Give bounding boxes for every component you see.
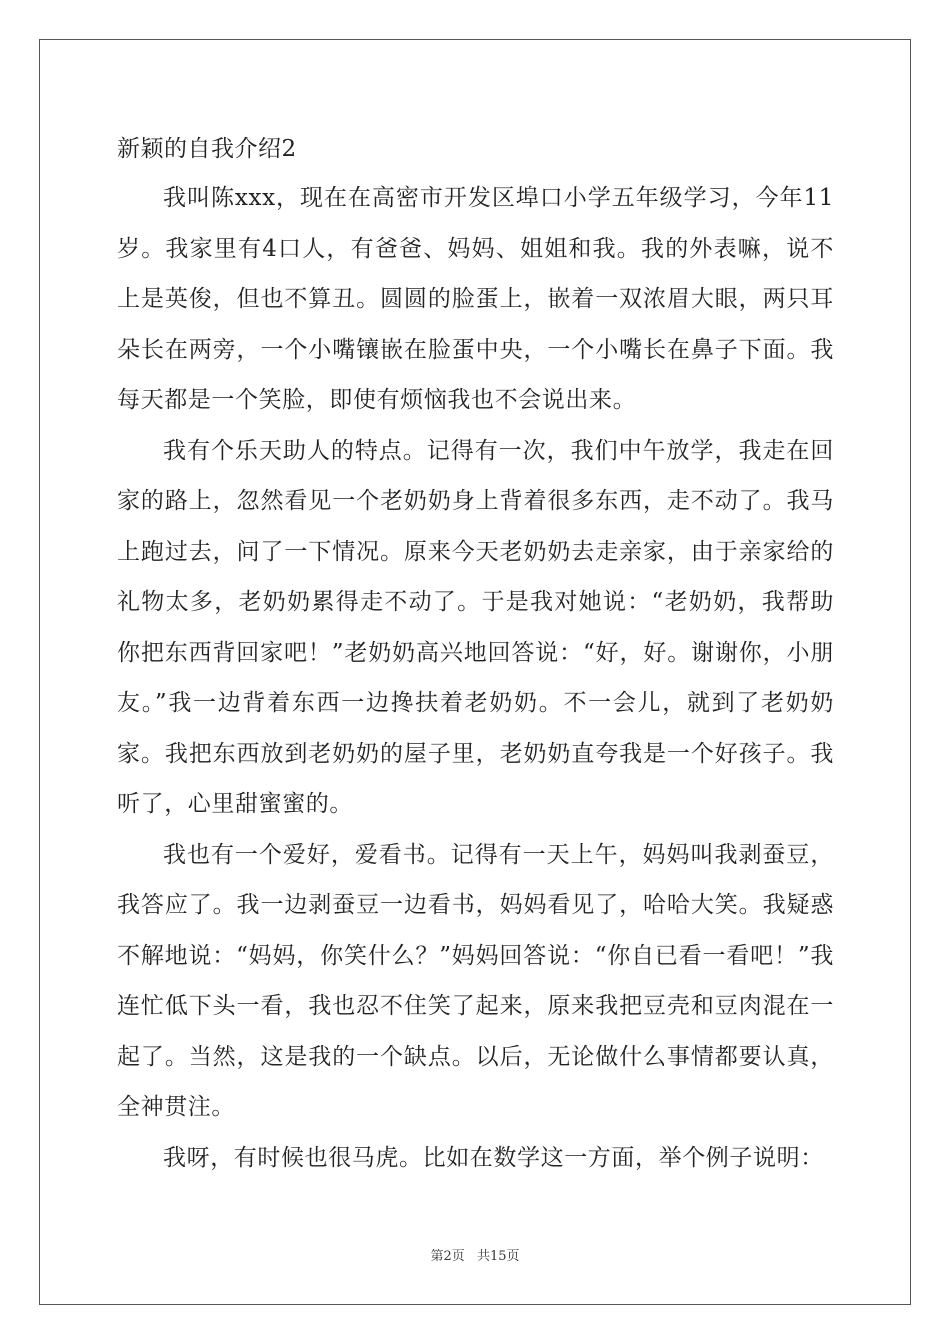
document-body bbox=[117, 127, 834, 1183]
page-number: 第2页 bbox=[430, 1249, 465, 1264]
page-footer bbox=[0, 1245, 950, 1264]
paragraph-careless: 我呀，有时候也很马虎。比如在数学这一方面，举个例子说明： bbox=[163, 1144, 824, 1171]
document-title: 新颖的自我介绍2 bbox=[117, 136, 297, 162]
paragraph-intro: 我叫陈xxx，现在在高密市开发区埠口小学五年级学习，今年11岁。我家里有4口人，有爸爸、妈妈、姐姐和我。我的外表嘛，说不上是英俊，但也不算丑。圆圆的脸蛋上，嵌着一双浓眉大眼，两只耳朵长在两旁，一个小嘴镶嵌在脸蛋中央，一个小嘴长在鼻子下面。我每天都是一个笑脸，即使有烦恼我也不会说出来。 bbox=[117, 185, 834, 413]
paragraph-helping: 我有个乐天助人的特点。记得有一次，我们中午放学，我走在回家的路上，忽然看见一个老奶奶身上背着很多东西，走不动了。我马上跑过去，问了一下情况。原来今天老奶奶去走亲家，由于亲家给的礼物太多，老奶奶累得走不动了。于是我对她说：“老奶奶，我帮助你把东西背回家吧！”老奶奶高兴地回答说：“好，好。谢谢你，小朋友。”我一边背着东西一边搀扶着老奶奶。不一会儿，就到了老奶奶家。我把东西放到老奶奶的屋子里，老奶奶直夸我是一个好孩子。我听了，心里甜蜜蜜的。 bbox=[117, 437, 834, 817]
paragraph-reading: 我也有一个爱好，爱看书。记得有一天上午，妈妈叫我剥蚕豆，我答应了。我一边剥蚕豆一边看书，妈妈看见了，哈哈大笑。我疑惑不解地说：“妈妈，你笑什么？”妈妈回答说：“你自已看一看吧！”我连忙低下头一看，我也忍不住笑了起来，原来我把豆壳和豆肉混在一起了。当然，这是我的一个缺点。以后，无论做什么事情都要认真，全神贯注。 bbox=[117, 841, 834, 1120]
total-pages: 共15页 bbox=[476, 1249, 520, 1264]
